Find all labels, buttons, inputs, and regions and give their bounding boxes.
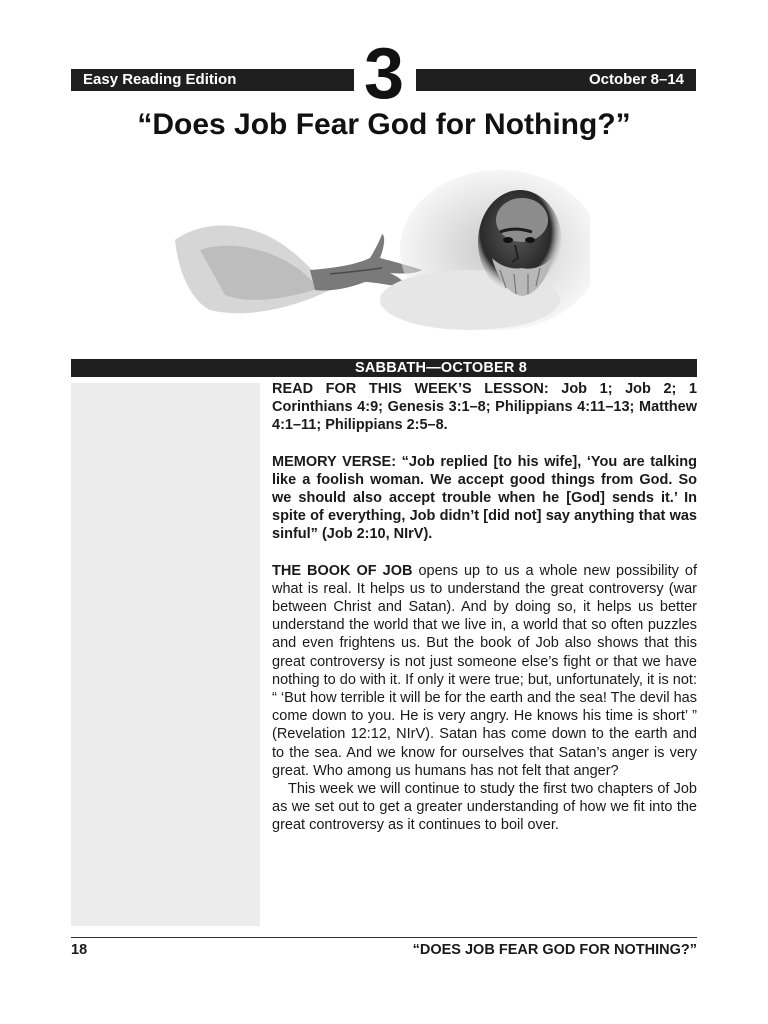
lesson-title: “Does Job Fear God for Nothing?” xyxy=(137,108,631,141)
edition-label: Easy Reading Edition xyxy=(71,69,354,91)
notes-sidebar xyxy=(71,383,260,926)
memory-verse: MEMORY VERSE: “Job replied [to his wife], ‘You are talking like a foolish woman. We accept good things from God. So we should also accept trouble when he [God] sends it.’ In spite of everything, Job didn’t [did not] say anything that was sinful” (Job 2:10, NIrV). xyxy=(272,453,697,543)
lesson-number: 3 xyxy=(363,34,405,114)
day-heading-bar xyxy=(71,359,697,377)
body-paragraph-2: This week we will continue to study the first two chapters of Job as we set out to get a greater understanding of how we fit into the great controversy as it continues to boil over. xyxy=(272,781,697,834)
paragraph-1-text: opens up to us a whole new possibility of what is real. It helps us to understand the great controversy (war between Christ and Satan). And by doing so, it helps us better understand the world that we live in, a world that so often puzzles and even frightens us. But the book of Job also shows that this great controversy is not just someone else’s fight or that we have nothing to do with it. If only it were true; but, unfortunately, it is not: “ ‘But how terrible it will be for the earth and the sea! The devil has come down to you. He is very angry. He knows his time is short’ ” (Revelation 12:12, NIrV). Satan has come down to the earth and to the sea. And we know for ourselves that Satan’s anger is very great. Who among us humans has not felt that anger? xyxy=(272,562,697,779)
day-heading: SABBATH—OCTOBER 8 xyxy=(355,360,528,376)
lesson-dates: October 8–14 xyxy=(416,69,696,91)
body-paragraph-1 xyxy=(272,562,697,780)
lead-in: THE BOOK OF JOB xyxy=(272,562,413,579)
running-title: “DOES JOB FEAR GOD FOR NOTHING?” xyxy=(412,942,697,958)
page-number: 18 xyxy=(71,942,88,958)
lesson-content xyxy=(272,380,697,835)
footer-divider xyxy=(71,937,697,938)
read-for-lesson: READ FOR THIS WEEK’S LESSON: Job 1; Job 2; 1 Corinthians 4:9; Genesis 3:1–8; Philippians 4:11–13; Matthew 4:1–11; Philippians 2:5–8. xyxy=(272,381,697,434)
illustration-hand-and-job xyxy=(170,170,590,335)
